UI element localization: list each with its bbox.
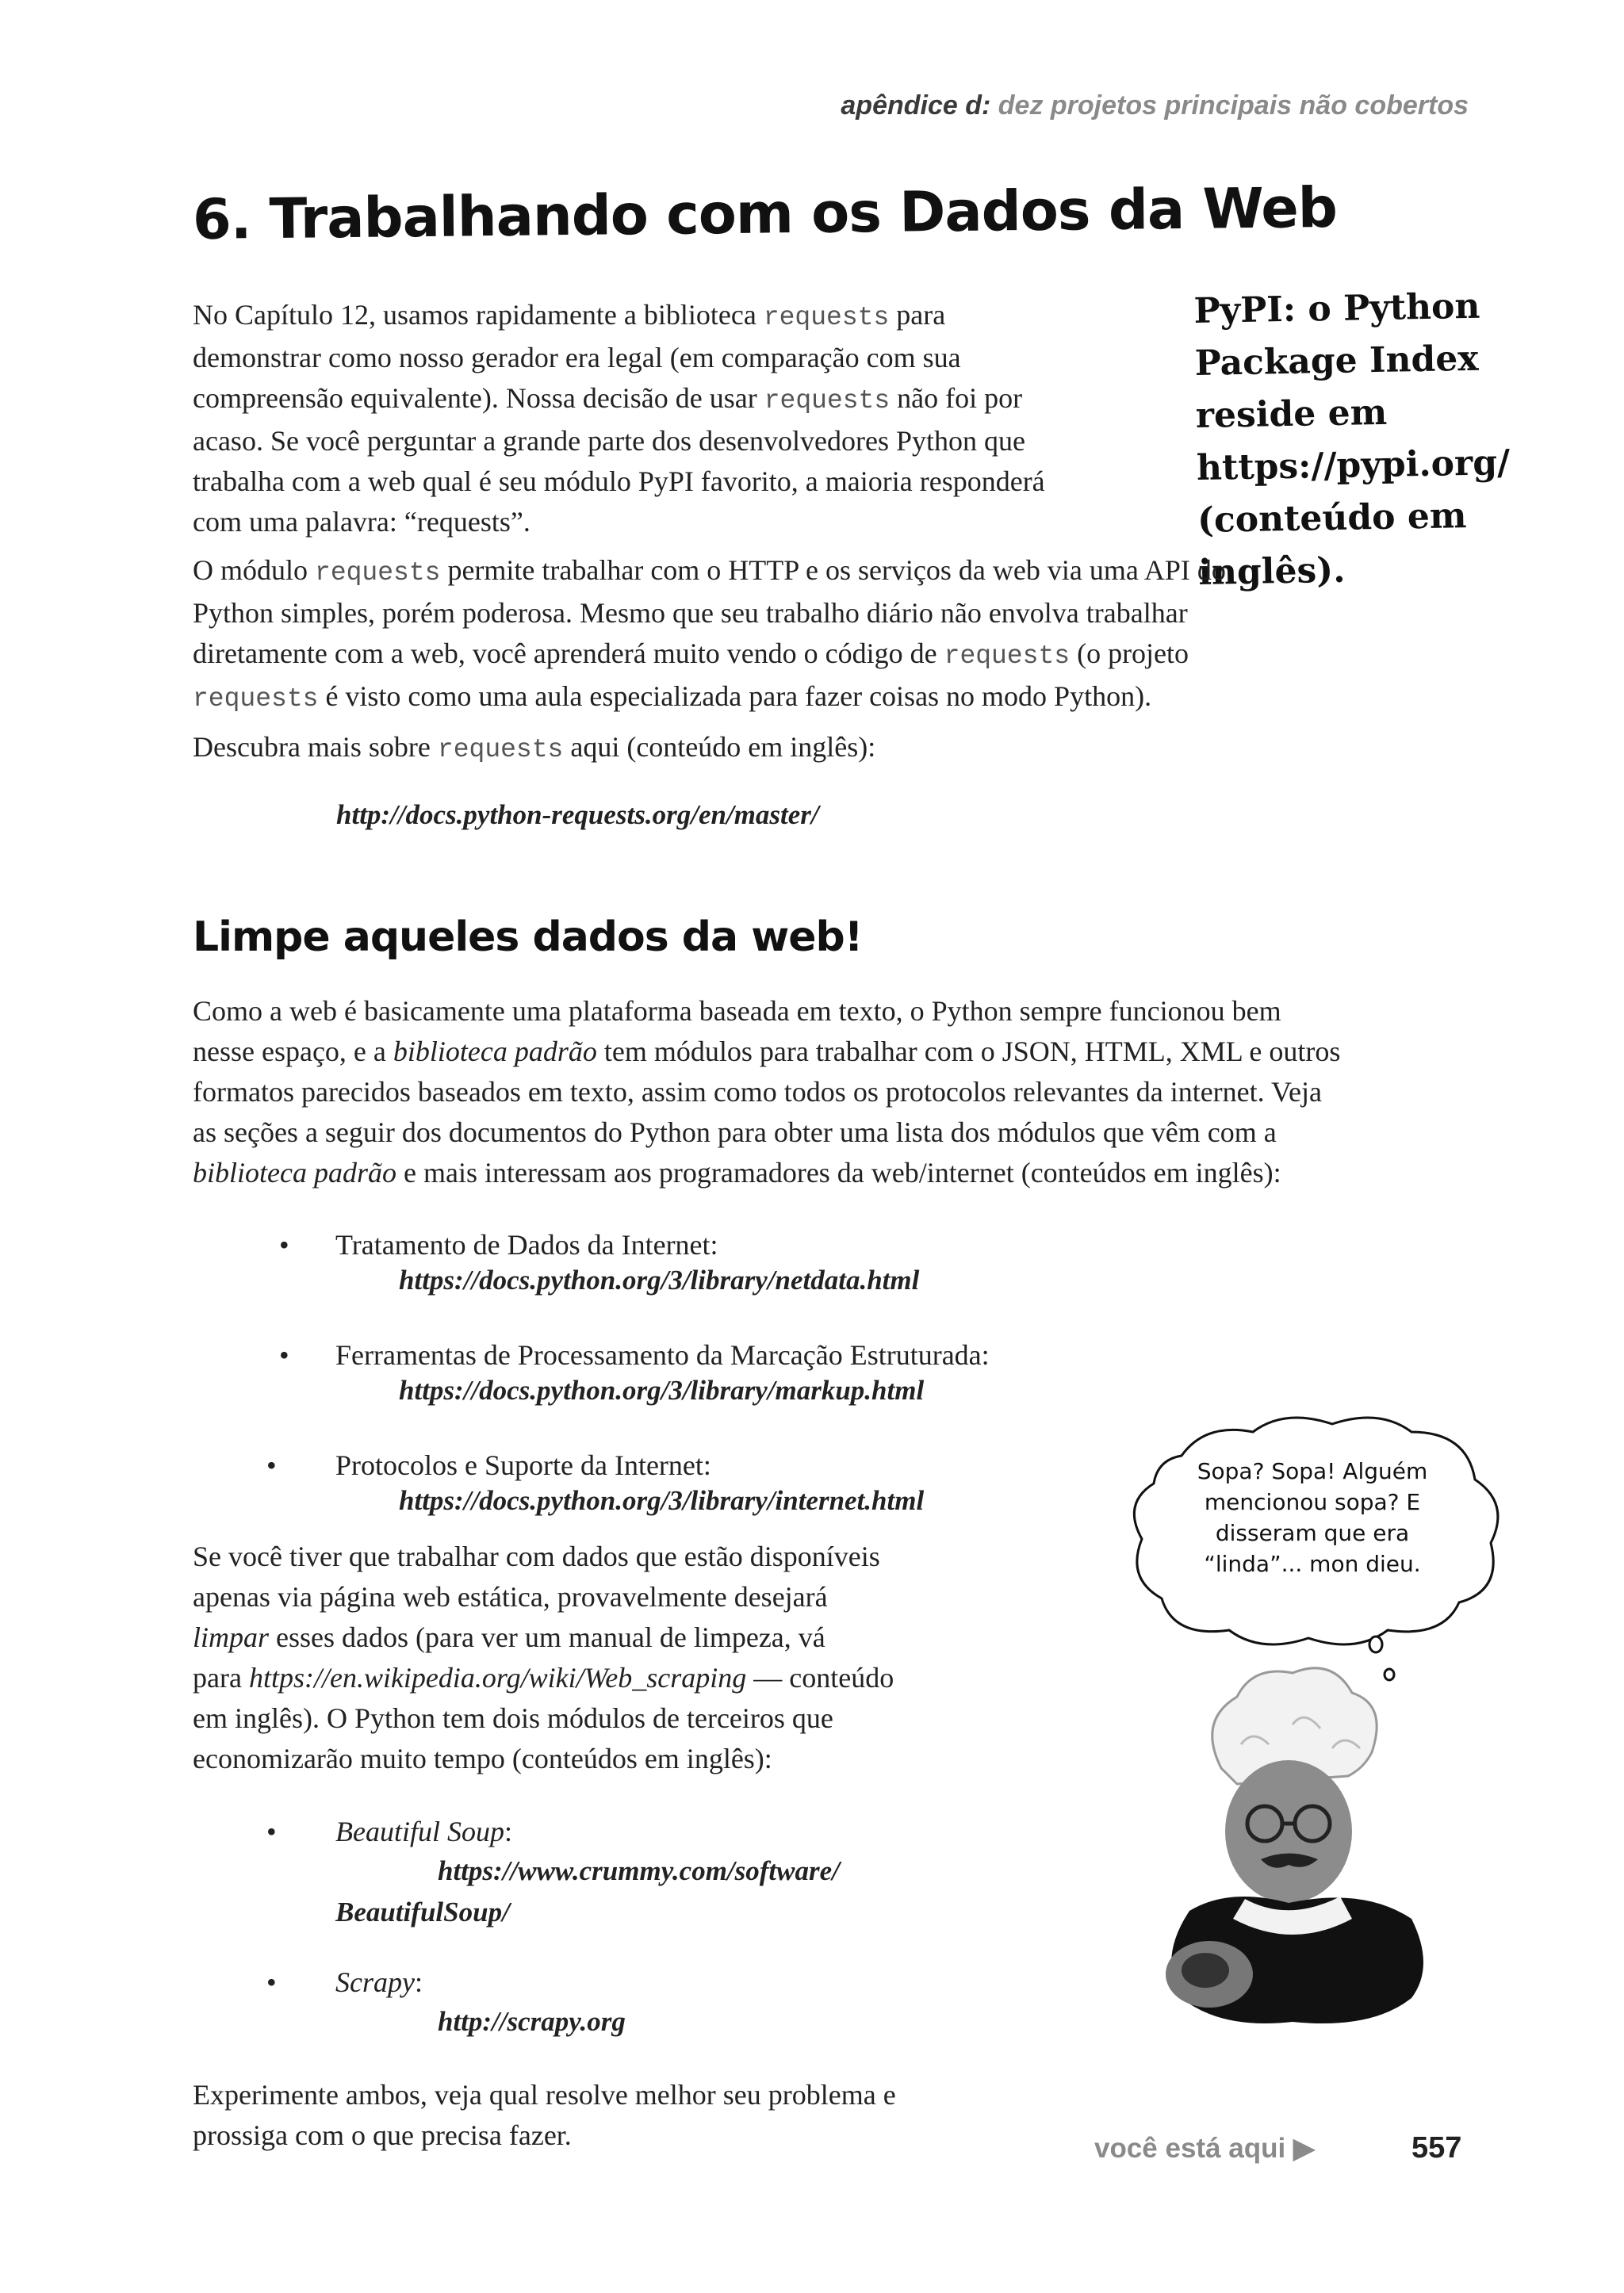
section-title: 6. Trabalhando com os Dados da Web [192, 174, 1338, 252]
chef-illustration [1134, 1649, 1443, 2046]
list-item-title: Protocolos e Suporte da Internet: [335, 1449, 711, 1481]
list-item-link-cont[interactable]: BeautifulSoup/ [335, 1897, 510, 1927]
discover-line: Descubra mais sobre requests aqui (conteúdo em inglês): [193, 731, 876, 764]
running-header [0, 90, 1469, 121]
list-item-link[interactable]: http://scrapy.org [438, 2006, 626, 2037]
scraping-paragraph: Se você tiver que trabalhar com dados que estão disponíveis apenas via página web estática, provavelmente desejará limpar esses dados (para ver um manual de limpeza, vá para https://en.wikipedia.org/wiki/Web_scraping — conteúdo em inglês). O Python tem dois módulos de terceiros que economizarão muito tempo (conteúdos em inglês): [193, 1541, 894, 1774]
web-paragraph: Como a web é basicamente uma plataforma baseada em texto, o Python sempre funcionou bem nesse espaço, e a biblioteca padrão tem módulos para trabalhar com o JSON, HTML, XML e outros formatos parecidos baseados em texto, assim como todos os protocolos relevantes da internet. Veja as seções a seguir dos documentos do Python para obter uma lista dos módulos que vêm com a biblioteca padrão e mais interessam aos programadores da web/internet (conteúdos em inglês): [193, 995, 1341, 1189]
list-item-title: Scrapy: [335, 1966, 423, 1998]
closing-paragraph: Experimente ambos, veja qual resolve melhor seu problema e prossiga com o que precisa fazer. [193, 2079, 896, 2151]
speech-bubble-text: Sopa? Sopa! Alguém mencionou sopa? E disseram que era “linda”... mon dieu. [1197, 1458, 1428, 1577]
header-prefix: apêndice d: [841, 90, 991, 121]
list-item-title: Ferramentas de Processamento da Marcação Estruturada: [335, 1339, 990, 1371]
arrow-icon: ▶ [1293, 2133, 1315, 2164]
list-item-title: Beautiful Soup: [335, 1816, 512, 1847]
footer-label: você está aqui ▶ [1094, 2133, 1315, 2164]
list-item-title: Tratamento de Dados da Internet: [335, 1229, 718, 1261]
list-item-link[interactable]: https://docs.python.org/3/library/netdata.html [399, 1265, 920, 1296]
list-item-link[interactable]: https://docs.python.org/3/library/internet.html [399, 1485, 925, 1516]
subheading: Limpe aqueles dados da web! [193, 913, 863, 961]
intro-paragraph: No Capítulo 12, usamos rapidamente a biblioteca requests para demonstrar como nosso gerador era legal (em comparação com sua compreensão equivalente). Nossa decisão de usar requests não foi por acaso. Se você perguntar a grande parte dos desenvolvedores Python que trabalha com a web qual é seu módulo PyPI favorito, a maioria responderá com uma palavra: “requests”. [193, 299, 1045, 538]
header-rest: dez projetos principais não cobertos [990, 90, 1469, 121]
pypi-aside-note: PyPI: o Python Package Index reside em https://pypi.org/ (conteúdo em inglês). [1193, 285, 1511, 593]
requests-docs-link[interactable]: http://docs.python-requests.org/en/master/ [336, 799, 819, 830]
list-item-link[interactable]: https://docs.python.org/3/library/markup.html [399, 1375, 925, 1406]
list-item-link[interactable]: https://www.crummy.com/software/ [438, 1855, 840, 1886]
requests-paragraph: O módulo requests permite trabalhar com o HTTP e os serviços da web via uma API do Python simples, porém poderosa. Mesmo que seu trabalho diário não envolva trabalhar diretamente com a web, você aprenderá muito vendo o código de requests (o projeto requests é visto como uma aula especializada para fazer coisas no modo Python). [193, 554, 1226, 714]
page-number: 557 [1411, 2131, 1462, 2165]
